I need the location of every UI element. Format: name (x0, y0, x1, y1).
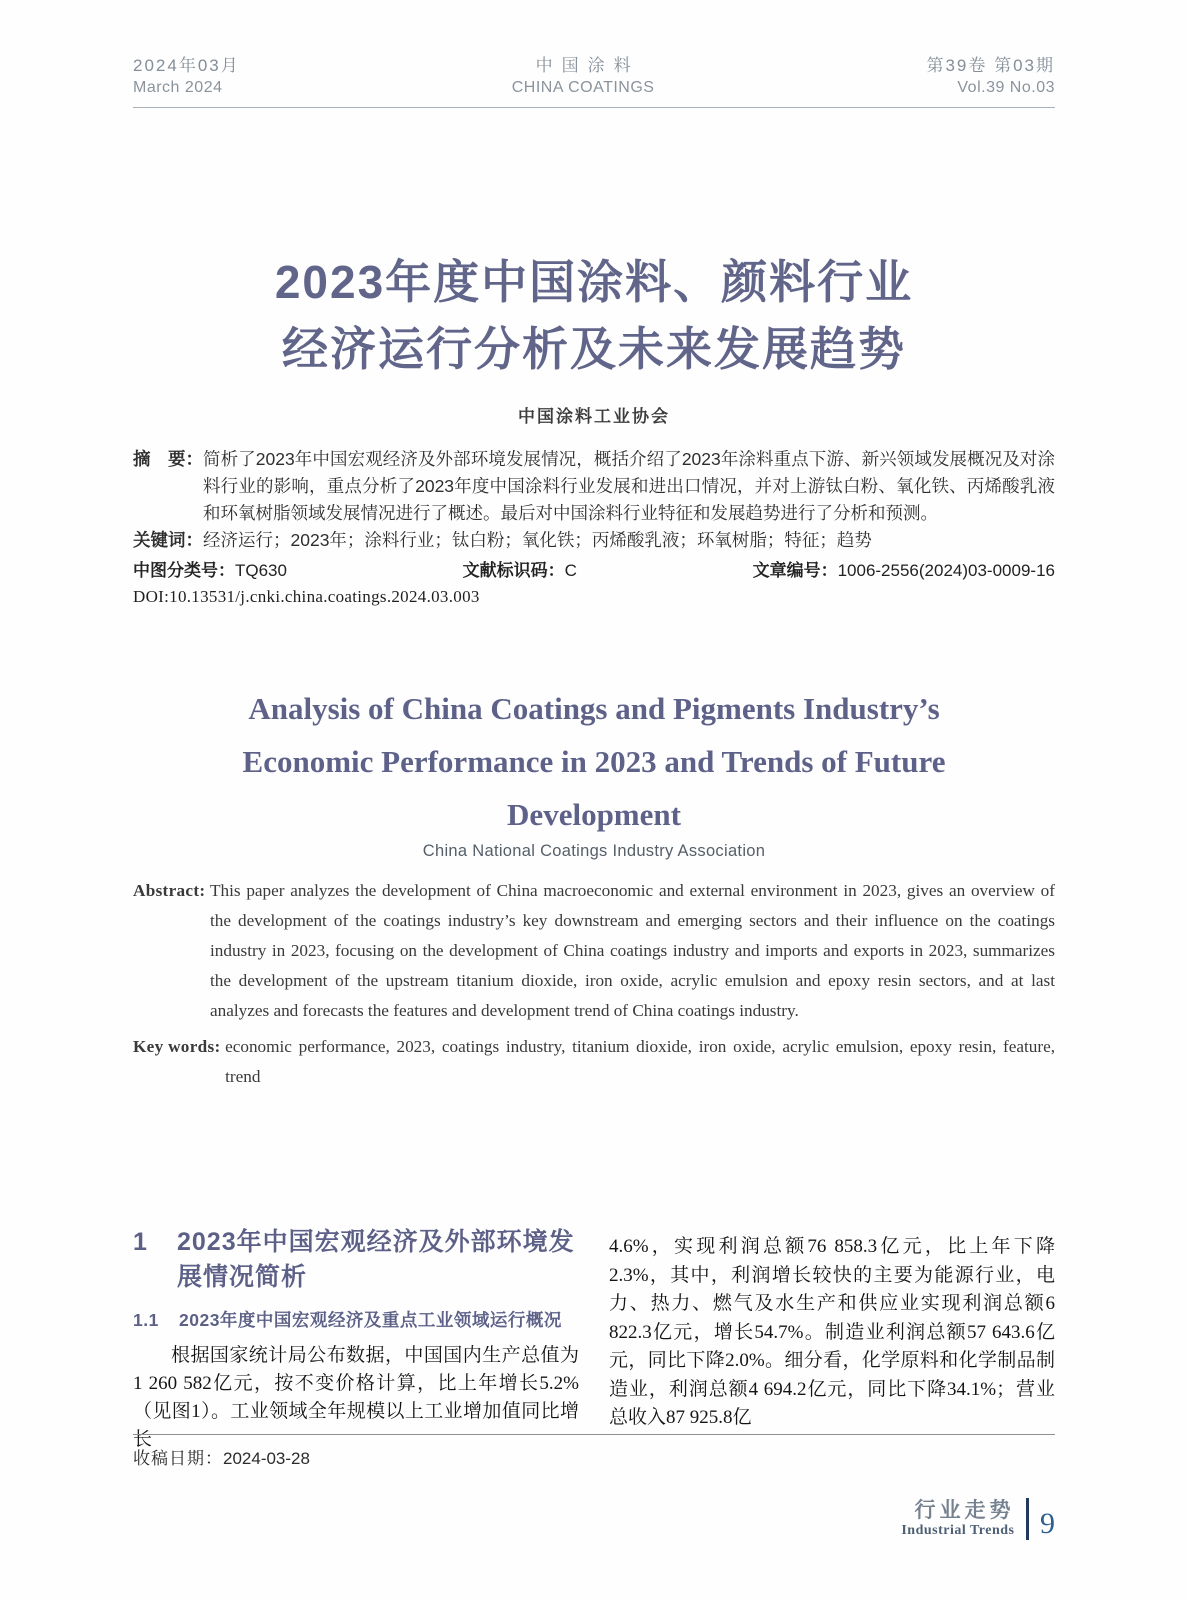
abstract-en-label: Abstract: (133, 881, 210, 900)
received-date-label: 收稿日期： (133, 1449, 223, 1468)
page-footer (133, 1497, 1061, 1541)
author-en: China National Coatings Industry Association (422, 842, 766, 860)
keywords-cn-text: 经济运行；2023年；涂料行业；钛白粉；氧化铁；丙烯酸乳液；环氧树脂；特征；趋势 (203, 530, 872, 550)
front-matter-cn (133, 446, 1055, 607)
section-1-number: 1 (133, 1228, 148, 1256)
running-head (133, 55, 1055, 108)
article-no-value: 1006-2556(2024)03-0009-16 (837, 561, 1055, 580)
footer-column-cn: 行业走势 (914, 1499, 1015, 1522)
received-date-value: 2024-03-28 (223, 1449, 310, 1468)
section-1-1-number: 1.1 (133, 1310, 159, 1330)
abstract-cn-label: 摘 要： (133, 449, 203, 469)
section-1-1-title: 2023年度中国宏观经济及重点工业领域运行概况 (179, 1310, 562, 1330)
running-head-date (133, 55, 240, 99)
front-matter-en (133, 842, 1055, 1092)
article-title-en-line3: Development (507, 797, 681, 832)
classification-row (133, 558, 1055, 584)
body-paragraph-right: 4.6%，实现利润总额76 858.3亿元，比上年下降2.3%，其中，利润增长较快的主要为能源行业，电力、热力、燃气及水生产和供应业实现利润总额6 822.3亿元，增长54.7%。制造业利润总额57 643.6亿元，同比下降2.0%。细分看，化学原料和化学制品制造业，利润总额4 694.2亿元，同比下降34.1%；营业总收入87 925.8亿 (609, 1236, 1055, 1428)
section-1-title: 2023年中国宏观经济及外部环境发展情况简析 (177, 1228, 575, 1291)
volume-issue-cn: 第39卷 第03期 (926, 56, 1055, 75)
abstract-en-row (133, 876, 1055, 1026)
left-column (133, 1225, 579, 1454)
article-title-cn-line2: 经济运行分析及未来发展趋势 (282, 323, 906, 375)
page-number: 9 (1040, 1507, 1055, 1540)
running-head-issue (926, 55, 1055, 99)
keywords-cn-row (133, 527, 1055, 554)
body-paragraph-left: 根据国家统计局公布数据，中国国内生产总值为1 260 582亿元，按不变价格计算，比上年增长5.2%（见图1）。工业领域全年规模以上工业增加值同比增长 (133, 1345, 579, 1450)
keywords-en-row (133, 1032, 1055, 1092)
doi: DOI:10.13531/j.cnki.china.coatings.2024.03.003 (133, 587, 480, 606)
article-title-en-line2: Economic Performance in 2023 and Trends of Future (242, 744, 946, 779)
footer-divider-bar (1026, 1498, 1030, 1540)
received-date-note (133, 1444, 1055, 1469)
journal-name-en: CHINA COATINGS (511, 79, 655, 96)
footnote-divider (133, 1434, 1055, 1435)
article-title-cn (133, 249, 1055, 383)
running-head-journal (512, 55, 655, 99)
article-title-en-line1: Analysis of China Coatings and Pigments Industry’s (248, 691, 940, 726)
section-1-heading (133, 1225, 579, 1295)
doc-code-label: 文献标识码： (462, 561, 565, 580)
author-cn: 中国涂料工业协会 (518, 407, 670, 426)
clc-label: 中图分类号： (133, 561, 235, 580)
abstract-en-text: This paper analyzes the development of China macroeconomic and external environment in 2023, gives an overview of the development of the coatings industry’s key downstream and emerging sectors and their influence on the coatings industry in 2023, focusing on the development of China coatings industry and imports and exports in 2023, summarizes the development of the upstream titanium dioxide, iron oxide, acrylic emulsion and epoxy resin sectors, and at last analyzes and forecasts the features and development trend of China coatings industry. (209, 881, 1055, 1020)
right-column (609, 1225, 1055, 1433)
doc-code-value: C (564, 561, 577, 580)
doc-code-item (463, 558, 577, 584)
issue-date-cn: 2024年03月 (133, 56, 240, 75)
keywords-en-label: Key words: (133, 1037, 226, 1056)
abstract-cn-text: 简析了2023年中国宏观经济及外部环境发展情况，概括介绍了2023年涂料重点下游、新兴领域发展概况及对涂料行业的影响，重点分析了2023年度中国涂料行业发展和进出口情况，并对上游钛白粉、氧化铁、丙烯酸乳液和环氧树脂领域发展情况进行了概述。最后对中国涂料行业特征和发展趋势进行了分析和预测。 (203, 449, 1055, 523)
keywords-en-text: economic performance, 2023, coatings industry, titanium dioxide, iron oxide, acrylic emulsion, epoxy resin, feature, trend (225, 1037, 1055, 1086)
footer-column-name (901, 1499, 1014, 1539)
keywords-cn-label: 关键词： (133, 530, 203, 550)
article-title-cn-line1: 2023年度中国涂料、颜料行业 (274, 256, 914, 308)
footer-column-en: Industrial Trends (901, 1523, 1015, 1538)
issue-date-en: March 2024 (133, 79, 223, 96)
body-columns (133, 1225, 1055, 1450)
clc-item (133, 558, 287, 584)
abstract-cn-row (133, 446, 1055, 527)
article-no-item (753, 558, 1055, 584)
article-title-en (133, 682, 1055, 841)
section-1-1-heading (133, 1308, 579, 1332)
volume-issue-en: Vol.39 No.03 (957, 79, 1055, 96)
article-no-label: 文章编号： (752, 561, 838, 580)
clc-value: TQ630 (235, 561, 287, 580)
journal-name-cn: 中国涂料 (535, 56, 640, 75)
